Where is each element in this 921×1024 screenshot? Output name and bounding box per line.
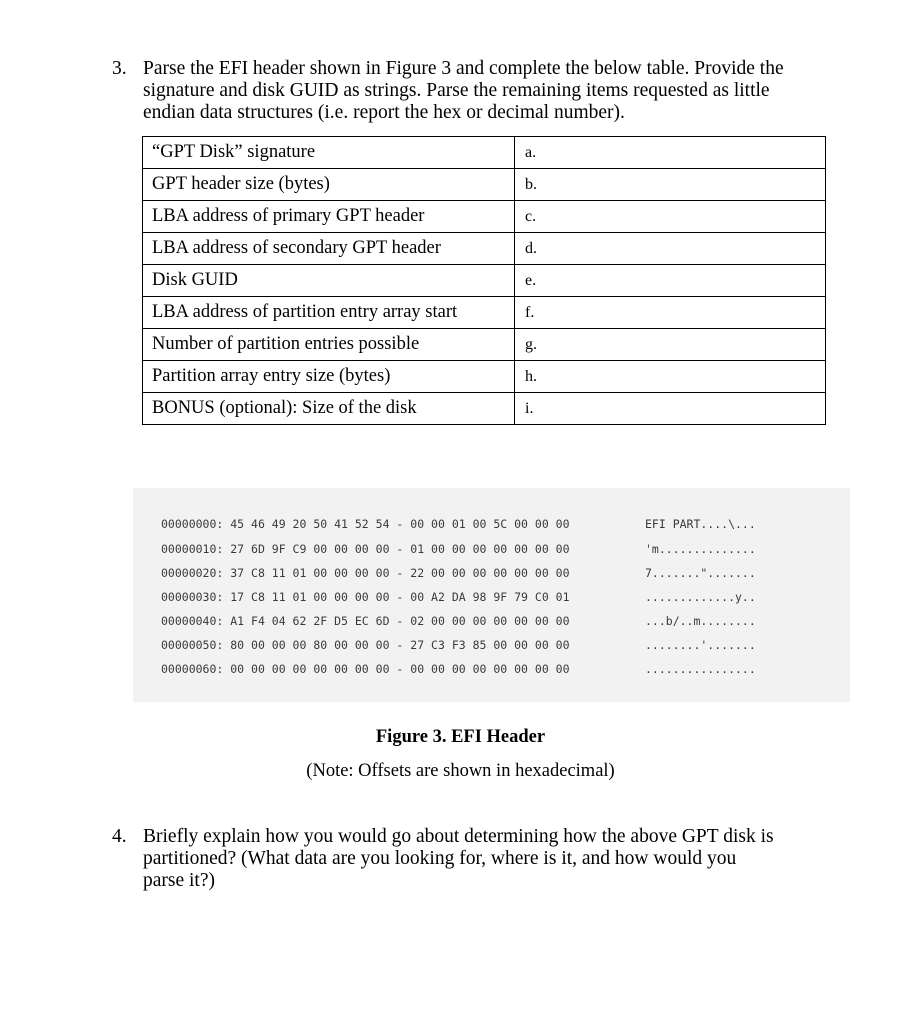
row-answer: f. bbox=[515, 297, 826, 329]
row-answer: e. bbox=[515, 265, 826, 297]
hex-offset: 00000020: bbox=[161, 566, 224, 580]
row-answer: i. bbox=[515, 393, 826, 425]
question-line: partitioned? (What data are you looking for, where is it, and how would you bbox=[143, 848, 737, 869]
hex-dump bbox=[133, 488, 850, 702]
hex-bytes: 00 00 01 00 5C 00 00 00 bbox=[410, 517, 570, 531]
row-label: Partition array entry size (bytes) bbox=[143, 361, 515, 393]
row-answer: g. bbox=[515, 329, 826, 361]
hex-bytes: 80 00 00 00 80 00 00 00 bbox=[230, 638, 390, 652]
hex-offset: 00000050: bbox=[161, 638, 224, 652]
hex-bytes: 37 C8 11 01 00 00 00 00 bbox=[230, 566, 390, 580]
hex-ascii: ........'....... bbox=[645, 638, 756, 652]
row-label: BONUS (optional): Size of the disk bbox=[143, 393, 515, 425]
table-row bbox=[143, 201, 826, 233]
figure-title: Figure 3. EFI Header bbox=[375, 727, 546, 747]
question-line: parse it?) bbox=[143, 870, 216, 891]
question-text bbox=[143, 58, 812, 124]
hex-bytes: 27 C3 F3 85 00 00 00 00 bbox=[410, 638, 570, 652]
hex-bytes: 00 00 00 00 00 00 00 00 bbox=[410, 662, 570, 676]
question-number: 3. bbox=[112, 58, 127, 79]
table-row bbox=[143, 137, 826, 169]
hex-line: 00000010: 27 6D 9F C9 00 00 00 00 - 01 00 00 00 00 00 00 00 'm.............. bbox=[161, 538, 570, 560]
table-row bbox=[143, 169, 826, 201]
hex-ascii: ...b/..m........ bbox=[645, 614, 756, 628]
question-3 bbox=[112, 58, 812, 124]
table-row bbox=[143, 393, 826, 425]
hex-ascii: 'm.............. bbox=[645, 542, 756, 556]
row-answer: a. bbox=[515, 137, 826, 169]
row-answer: c. bbox=[515, 201, 826, 233]
hex-offset: 00000030: bbox=[161, 590, 224, 604]
row-label: “GPT Disk” signature bbox=[143, 137, 515, 169]
hex-bytes: A1 F4 04 62 2F D5 EC 6D bbox=[230, 614, 390, 628]
hex-line: 00000040: A1 F4 04 62 2F D5 EC 6D - 02 00 00 00 00 00 00 00 ...b/..m........ bbox=[161, 610, 570, 632]
question-line: Briefly explain how you would go about determining how the above GPT disk is bbox=[143, 826, 774, 847]
hex-bytes: 45 46 49 20 50 41 52 54 bbox=[230, 517, 390, 531]
row-answer: h. bbox=[515, 361, 826, 393]
hex-ascii: ................ bbox=[645, 662, 756, 676]
table-row bbox=[143, 233, 826, 265]
hex-offset: 00000010: bbox=[161, 542, 224, 556]
row-label: LBA address of partition entry array start bbox=[143, 297, 515, 329]
hex-bytes: 27 6D 9F C9 00 00 00 00 bbox=[230, 542, 390, 556]
hex-ascii: .............y.. bbox=[645, 590, 756, 604]
hex-bytes: 02 00 00 00 00 00 00 00 bbox=[410, 614, 570, 628]
hex-line: 00000030: 17 C8 11 01 00 00 00 00 - 00 A2 DA 98 9F 79 C0 01 .............y.. bbox=[161, 586, 570, 608]
hex-bytes: 22 00 00 00 00 00 00 00 bbox=[410, 566, 570, 580]
table-row bbox=[143, 361, 826, 393]
hex-line: 00000060: 00 00 00 00 00 00 00 00 - 00 00 00 00 00 00 00 00 ................ bbox=[161, 658, 570, 680]
question-number: 4. bbox=[112, 826, 127, 847]
row-answer: d. bbox=[515, 233, 826, 265]
hex-offset: 00000040: bbox=[161, 614, 224, 628]
hex-bytes: 01 00 00 00 00 00 00 00 bbox=[410, 542, 570, 556]
hex-line: 00000000: 45 46 49 20 50 41 52 54 - 00 00 01 00 5C 00 00 00 EFI PART....\... bbox=[161, 513, 570, 535]
row-answer: b. bbox=[515, 169, 826, 201]
question-line: endian data structures (i.e. report the hex or decimal number). bbox=[143, 102, 625, 123]
table-row bbox=[143, 329, 826, 361]
hex-bytes: 17 C8 11 01 00 00 00 00 bbox=[230, 590, 390, 604]
question-line: Parse the EFI header shown in Figure 3 and complete the below table. Provide the bbox=[143, 58, 784, 79]
hex-bytes: 00 A2 DA 98 9F 79 C0 01 bbox=[410, 590, 570, 604]
hex-offset: 00000000: bbox=[161, 517, 224, 531]
hex-offset: 00000060: bbox=[161, 662, 224, 676]
question-text bbox=[143, 826, 812, 892]
row-label: Number of partition entries possible bbox=[143, 329, 515, 361]
question-4 bbox=[112, 826, 812, 892]
question-line: signature and disk GUID as strings. Parse the remaining items requested as little bbox=[143, 80, 770, 101]
hex-bytes: 00 00 00 00 00 00 00 00 bbox=[230, 662, 390, 676]
answer-table bbox=[142, 136, 826, 425]
hex-line: 00000050: 80 00 00 00 80 00 00 00 - 27 C3 F3 85 00 00 00 00 ........'....... bbox=[161, 634, 570, 656]
hex-ascii: EFI PART....\... bbox=[645, 517, 756, 531]
figure-note: (Note: Offsets are shown in hexadecimal) bbox=[306, 761, 615, 781]
row-label: Disk GUID bbox=[143, 265, 515, 297]
table-row bbox=[143, 265, 826, 297]
hex-ascii: 7......."....... bbox=[645, 566, 756, 580]
table-row bbox=[143, 297, 826, 329]
hex-line: 00000020: 37 C8 11 01 00 00 00 00 - 22 00 00 00 00 00 00 00 7......."....... bbox=[161, 562, 570, 584]
row-label: GPT header size (bytes) bbox=[143, 169, 515, 201]
row-label: LBA address of primary GPT header bbox=[143, 201, 515, 233]
row-label: LBA address of secondary GPT header bbox=[143, 233, 515, 265]
